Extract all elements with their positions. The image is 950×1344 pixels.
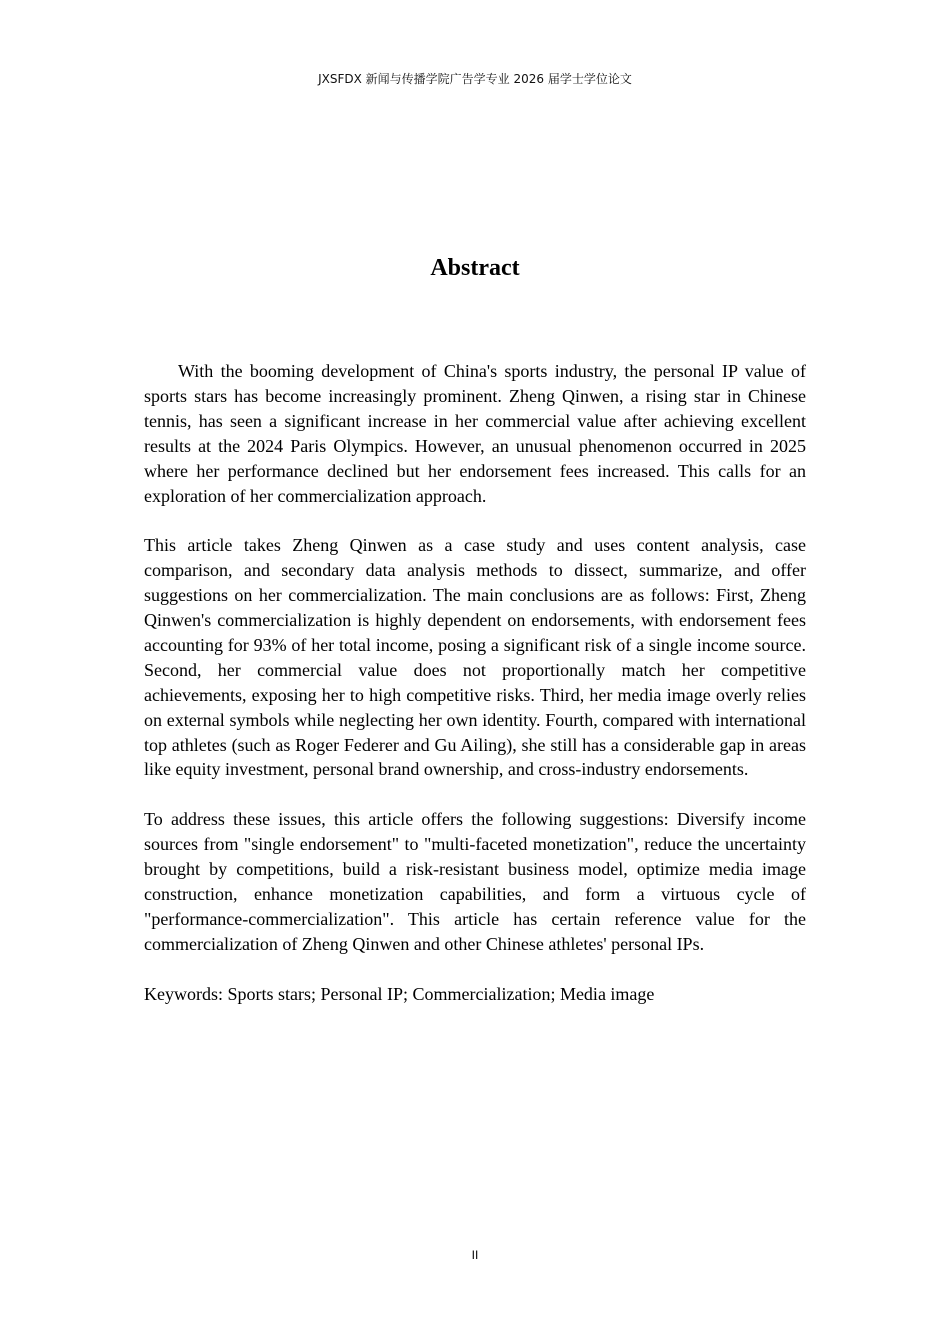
abstract-body xyxy=(144,359,806,1007)
keywords-line: Keywords: Sports stars; Personal IP; Commercialization; Media image xyxy=(144,983,655,1004)
abstract-paragraph-3: To address these issues, this article offers the following suggestions: Diversify income sources from "single endorsement" to "multi-faceted monetization", reduce the uncertainty brought by competitions, build a risk-resistant business model, optimize media image construction, enhance monetization capabilities, and form a virtuous cycle of "performance-commercialization". This article has certain reference value for the commercialization of Zheng Qinwen and other Chinese athletes' personal IPs. xyxy=(144,809,806,954)
abstract-paragraph-2: This article takes Zheng Qinwen as a case study and uses content analysis, case comparison, and secondary data analysis methods to dissect, summarize, and offer suggestions on her commercialization. The main conclusions are as follows: First, Zheng Qinwen's commercialization is highly dependent on endorsements, with endorsement fees accounting for 93% of her total income, posing a significant risk of a single income source. Second, her commercial value does not proportionally match her competitive achievements, exposing her to high competitive risks. Third, her media image overly relies on external symbols while neglecting her own identity. Fourth, compared with international top athletes (such as Roger Federer and Gu Ailing), she still has a considerable gap in areas like equity investment, personal brand ownership, and cross-industry endorsements. xyxy=(144,535,806,780)
abstract-title: Abstract xyxy=(430,255,520,281)
running-header: JXSFDX 新闻与传播学院广告学专业 2026 届学士学位论文 xyxy=(318,72,632,86)
abstract-paragraph-1: With the booming development of China's sports industry, the personal IP value of sports stars has become increasingly prominent. Zheng Qinwen, a rising star in Chinese tennis, has seen a significant increase in her commercial value after achieving excellent results at the 2024 Paris Olympics. However, an unusual phenomenon occurred in 2025 where her performance declined but her endorsement fees increased. This calls for an exploration of her commercialization approach. xyxy=(144,361,806,506)
page-number: II xyxy=(471,1248,479,1262)
